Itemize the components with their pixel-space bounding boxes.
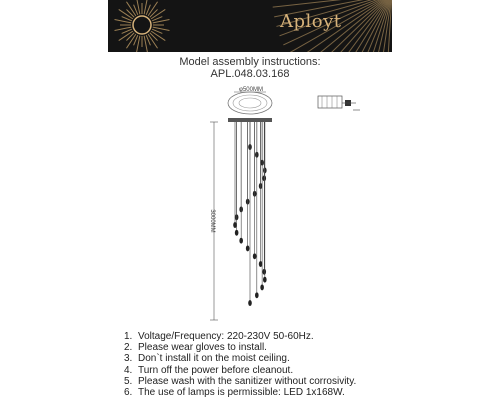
list-item: 1. Voltage/Frequency: 220-230V 50-60Hz. (124, 331, 314, 342)
brand-logo-text: Aployt (280, 11, 342, 32)
pendant-bulb (235, 230, 239, 236)
list-item: 5. Please wash with the sanitizer without corrosivity. (124, 375, 357, 387)
canopy-top-view (228, 92, 272, 114)
pendant-bulb (239, 238, 243, 244)
model-number: APL.048.03.168 (210, 68, 290, 80)
pendant-bulb (233, 222, 237, 228)
instructions-heading: Model assembly instructions: (179, 56, 321, 68)
pendant-bulb (246, 245, 250, 251)
instructions-list (124, 331, 356, 398)
terminal-block-diagram (318, 96, 360, 110)
list-item: 6. The use of lamps is permissible: LED 1x168W. (124, 387, 345, 399)
pendant-bulb (260, 284, 264, 290)
pendant-bulb (253, 253, 257, 259)
height-label: 3000MM (209, 209, 215, 233)
pendant-bulb (262, 269, 266, 275)
pendant-bulb (263, 277, 267, 283)
list-item: 4. Turn off the power before cleanout. (124, 364, 294, 376)
list-item: 2. Please wear gloves to install. (124, 342, 267, 354)
pendant-bulb (248, 300, 252, 306)
canopy-diameter-label: φ500MM (239, 87, 263, 93)
list-item: 3. Don`t install it on the moist ceiling. (124, 353, 290, 365)
pendant-bulb (255, 292, 259, 298)
canopy-plate (228, 118, 272, 122)
pendant-array (233, 122, 266, 306)
